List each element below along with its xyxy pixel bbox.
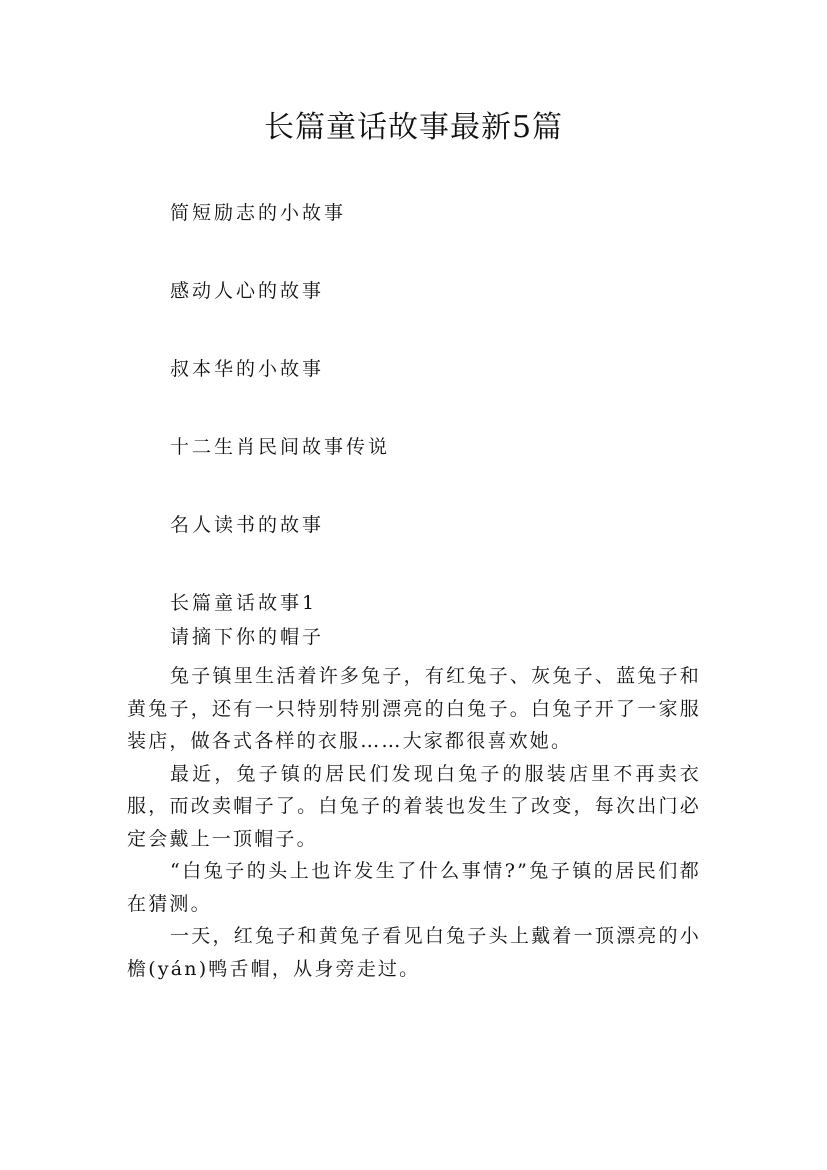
document-title: 长篇童话故事最新5篇	[263, 110, 564, 145]
story-subtitle: 请摘下你的帽子	[170, 626, 325, 648]
toc-item: 简短励志的小故事	[170, 202, 347, 224]
toc-item: 叔本华的小故事	[170, 358, 325, 380]
story-paragraph: 兔子镇里生活着许多兔子，有红兔子、灰兔子、蓝兔子和黄兔子，还有一只特别特别漂亮的白兔子。白兔子开了一家服装店，做各式各样的衣服……大家都很喜欢她。	[127, 665, 701, 752]
story-paragraph: 一天，红兔子和黄兔子看见白兔子头上戴着一顶漂亮的小檐(yán)鸭舌帽，从身旁走过。	[127, 925, 701, 980]
toc-item: 名人读书的故事	[170, 514, 325, 536]
toc-item: 感动人心的故事	[170, 280, 325, 302]
story-paragraph: “白兔子的头上也许发生了什么事情?”兔子镇的居民们都在猜测。	[127, 860, 701, 915]
toc-item: 十二生肖民间故事传说	[170, 436, 391, 458]
story-heading: 长篇童话故事1	[170, 592, 318, 614]
story-paragraph: 最近，兔子镇的居民们发现白兔子的服装店里不再卖衣服，而改卖帽子了。白兔子的着装也发生了改变，每次出门必定会戴上一顶帽子。	[127, 762, 701, 850]
story-body	[127, 660, 701, 985]
